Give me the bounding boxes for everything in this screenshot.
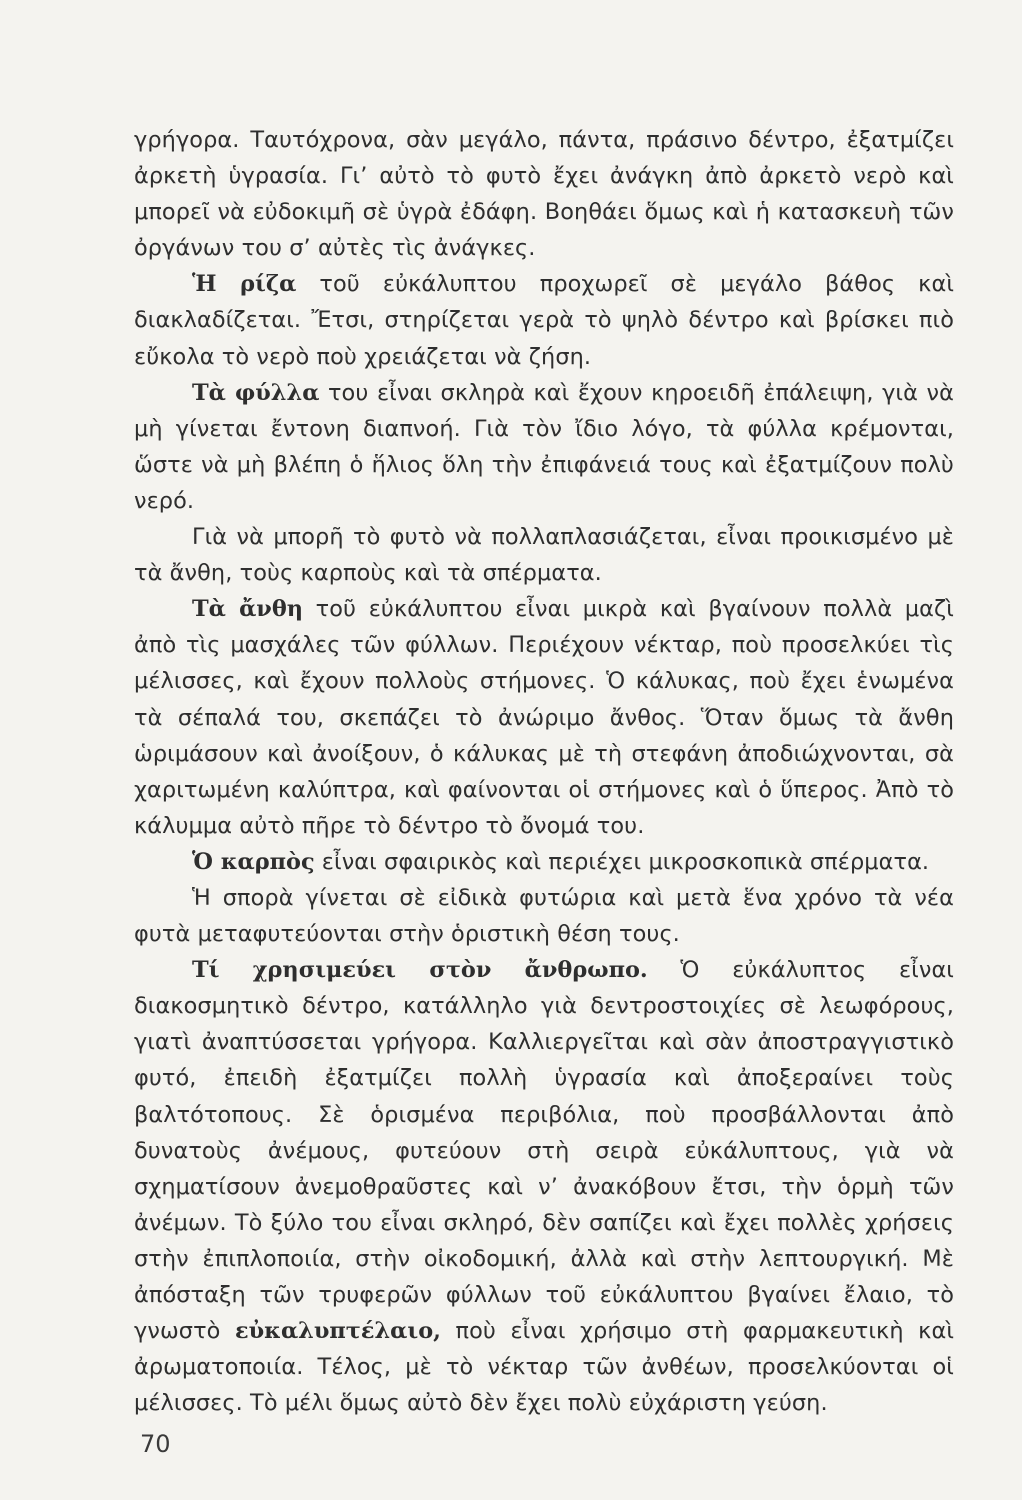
paragraph-text-end: ποὺ εἶναι χρήσιμο στὴ φαρμακευτικὴ καὶ ἀρωματοποιία. Τέλος, μὲ τὸ νέκταρ τῶν ἀνθέων, προσελκύονται οἱ μέλισσες. Τὸ μέλι ὅμως αὐτὸ δὲν ἔχει πολὺ εὐχάριστη γεύση. (134, 1318, 954, 1417)
paragraph-text: τοῦ εὐκάλυπτου εἶναι μικρὰ καὶ βγαίνουν πολλὰ μαζὶ ἀπὸ τὶς μασχάλες τῶν φύλλων. Περιέχουν νέκταρ, ποὺ προσελκύει τὶς μέλισσες, καὶ ἔχουν πολλοὺς στήμονες. Ὁ κάλυκας, ποὺ ἔχει ἑνωμένα τὰ σέπαλά του, σκεπάζει τὸ ἀνώριμο ἄνθος. Ὅταν ὅμως τὰ ἄνθη ὡριμάσουν καὶ ἀνοίξουν, ὁ κάλυκας μὲ τὴ στεφάνη ἀποδιώχνονται, σὰ χαριτωμένη καλύπτρα, καὶ φαίνονται οἱ στήμονες καὶ ὁ ὕπερος. Ἀπὸ τὸ κάλυμμα αὐτὸ πῆρε τὸ δέντρο τὸ ὄνομά του. (134, 596, 954, 839)
paragraph-text: του εἶναι σκληρὰ καὶ ἔχουν κηροειδῆ ἐπάλειψη, γιὰ νὰ μὴ γίνεται ἔντονη διαπνοή. Γιὰ τὸν ἴδιο λόγο, τὰ φύλλα κρέμονται, ὥστε νὰ μὴ βλέπη ὁ ἥλιος ὅλη τὴν ἐπιφάνειά τους καὶ ἐξατμίζουν πολὺ νερό. (134, 379, 954, 514)
paragraph-heading: Ὁ καρπὸς (192, 848, 315, 875)
paragraph-heading: Τὰ ἄνθη (192, 596, 304, 623)
paragraph-fruit (134, 844, 954, 880)
paragraph-text: τοῦ εὐκάλυπτου προχωρεῖ σὲ μεγάλο βάθος καὶ διακλαδίζεται. Ἔτσι, στηρίζεται γερὰ τὸ ψηλὸ δέντρο καὶ βρίσκει πιὸ εὔκολα τὸ νερὸ ποὺ χρειάζεται νὰ ζήση. (134, 271, 954, 370)
paragraph-heading: Τί χρησιμεύει στὸν ἄνθρωπο. (192, 957, 648, 984)
paragraph-leaves (134, 375, 954, 519)
paragraph-uses (134, 952, 954, 1421)
paragraph-sowing (134, 880, 954, 952)
paragraph-root (134, 266, 954, 374)
paragraph-text: εἶναι σφαιρικὸς καὶ περιέχει μικροσκοπικὰ σπέρματα. (314, 848, 930, 875)
bold-term: εὐκαλυπτέλαιο, (235, 1318, 441, 1345)
page-text (134, 122, 954, 1421)
paragraph-text: γρήγορα. Ταυτόχρονα, σὰν μεγάλο, πάντα, πράσινο δέντρο, ἐξατμίζει ἀρκετὴ ὑγρασία. Γι’ αὐτὸ τὸ φυτὸ ἔχει ἀνάγκη ἀπὸ ἀρκετὸ νερὸ καὶ μπορεῖ νὰ εὐδοκιμῆ σὲ ὑγρὰ ἐδάφη. Βοηθάει ὅμως καὶ ἡ κατασκευὴ τῶν ὀργάνων του σ’ αὐτὲς τὶς ἀνάγκες. (134, 127, 954, 262)
paragraph-text: Ἡ σπορὰ γίνεται σὲ εἰδικὰ φυτώρια καὶ μετὰ ἕνα χρόνο τὰ νέα φυτὰ μεταφυτεύονται στὴν ὁριστικὴ θέση τους. (134, 884, 954, 948)
paragraph-flowers (134, 591, 954, 844)
paragraph-continuation (134, 122, 954, 266)
paragraph-heading: Τὰ φύλλα (192, 379, 320, 406)
paragraph-text: Ὁ εὐκάλυπτος εἶναι διακοσμητικὸ δέντρο, κατάλληλο γιὰ δεντροστοιχίες σὲ λεωφόρους, γιατὶ ἀναπτύσσεται γρήγορα. Καλλιεργεῖται καὶ σὰν ἀποστραγγιστικὸ φυτό, ἐπειδὴ ἐξατμίζει πολλὴ ὑγρασία καὶ ἀποξεραίνει τοὺς βαλτότοπους. Σὲ ὁρισμένα περιβόλια, ποὺ προσβάλλονται ἀπὸ δυνατοὺς ἀνέμους, φυτεύουν στὴ σειρὰ εὐκάλυπτους, γιὰ νὰ σχηματίσουν ἀνεμοθραῦστες καὶ ν’ ἀνακόβουν ἔτσι, τὴν ὁρμὴ τῶν ἀνέμων. Τὸ ξύλο του εἶναι σκληρό, δὲν σαπίζει καὶ ἔχει πολλὲς χρήσεις στὴν ἐπιπλοποιία, στὴν οἰκοδομική, ἀλλὰ καὶ στὴν λεπτουργική. Μὲ ἀπόσταξη τῶν τρυφερῶν φύλλων τοῦ εὐκάλυπτου βγαίνει ἔλαιο, τὸ γνωστὸ (134, 957, 954, 1345)
paragraph-text: Γιὰ νὰ μπορῆ τὸ φυτὸ νὰ πολλαπλασιάζεται, εἶναι προικισμένο μὲ τὰ ἄνθη, τοὺς καρποὺς καὶ τὰ σπέρματα. (134, 524, 954, 587)
paragraph-reproduction (134, 519, 954, 591)
paragraph-heading: Ἡ ρίζα (192, 271, 297, 298)
page-number: 70 (140, 1430, 171, 1458)
